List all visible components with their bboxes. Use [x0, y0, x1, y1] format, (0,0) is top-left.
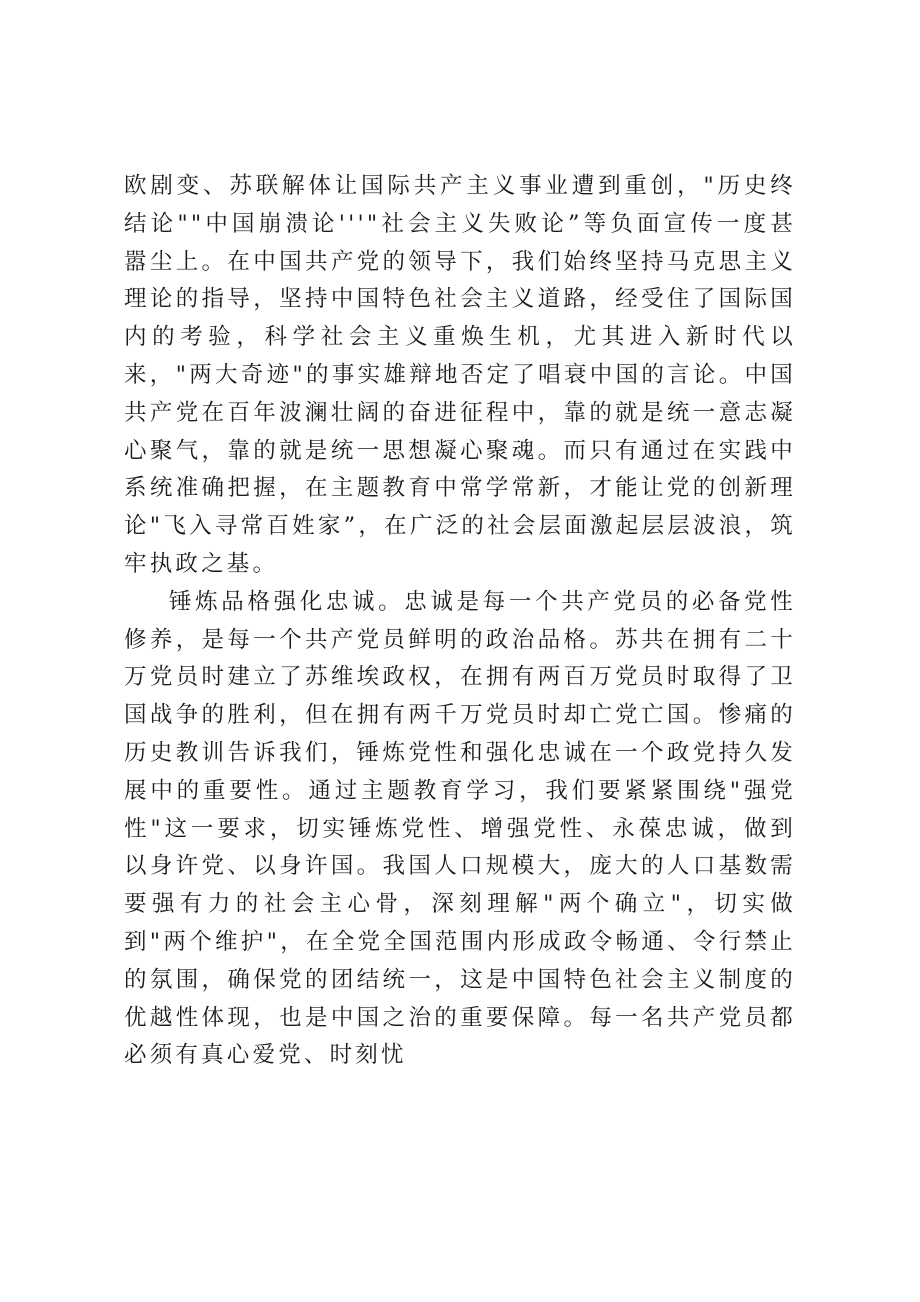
body-text: [124, 168, 796, 1075]
paragraph-1: 欧剧变、苏联解体让国际共产主义事业遭到重创，"历史终结论""中国崩溃论'''"社会主义失败论”等负面宣传一度甚嚣尘上。在中国共产党的领导下，我们始终坚持马克思主义理论的指导，坚持中国特色社会主义道路，经受住了国际国内的考验，科学社会主义重焕生机，尤其进入新时代以来，"两大奇迹"的事实雄辩地否定了唱衰中国的言论。中国共产党在百年波澜壮阔的奋进征程中，靠的就是统一意志凝心聚气，靠的就是统一思想凝心聚魂。而只有通过在实践中系统准确把握，在主题教育中常学常新，才能让党的创新理论"飞入寻常百姓家”，在广泛的社会层面激起层层波浪，筑牢执政之基。: [124, 173, 796, 577]
paragraph-2: 锤炼品格强化忠诚。忠诚是每一个共产党员的必备党性修养，是每一个共产党员鲜明的政治品格。苏共在拥有二十万党员时建立了苏维埃政权，在拥有两百万党员时取得了卫国战争的胜利，但在拥有两千万党员时却亡党亡国。惨痛的历史教训告诉我们，锤炼党性和强化忠诚在一个政党持久发展中的重要性。通过主题教育学习，我们要紧紧围绕"强党性"这一要求，切实锤炼党性、增强党性、永葆忠诚，做到以身许党、以身许国。我国人口规模大，庞大的人口基数需要强有力的社会主心骨，深刻理解"两个确立"，切实做到"两个维护"，在全党全国范围内形成政令畅通、令行禁止的氛围，确保党的团结统一，这是中国特色社会主义制度的优越性体现，也是中国之治的重要保障。每一名共产党员都必须有真心爱党、时刻忧: [124, 588, 796, 1069]
